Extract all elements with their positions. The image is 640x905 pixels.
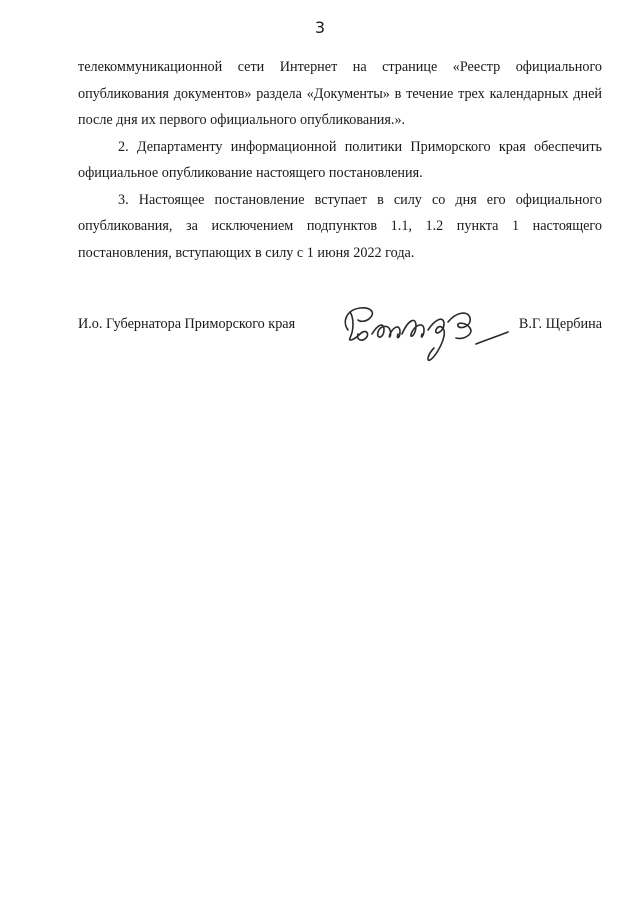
document-body (78, 54, 602, 266)
signature-block (78, 306, 602, 366)
signer-title: И.о. Губернатора Приморского края (78, 316, 296, 332)
page-number: 3 (314, 18, 326, 37)
paragraph-item-2: 2. Департаменту информационной политики Приморского края обеспечить официальное опубликование настоящего постановления. (78, 138, 602, 181)
handwritten-signature (336, 300, 526, 366)
signer-name: В.Г. Щербина (518, 316, 602, 332)
paragraph-continuation: телекоммуникационной сети Интернет на странице «Реестр официального опубликования документов» раздела «Документы» в течение трех календарных дней после дня их первого официального опубликования.». (78, 59, 602, 128)
paragraph-item-3: 3. Настоящее постановление вступает в силу со дня его официального опубликования, за исключением подпунктов 1.1, 1.2 пункта 1 настоящего постановления, вступающих в силу с 1 июня 2022 года. (78, 191, 602, 261)
